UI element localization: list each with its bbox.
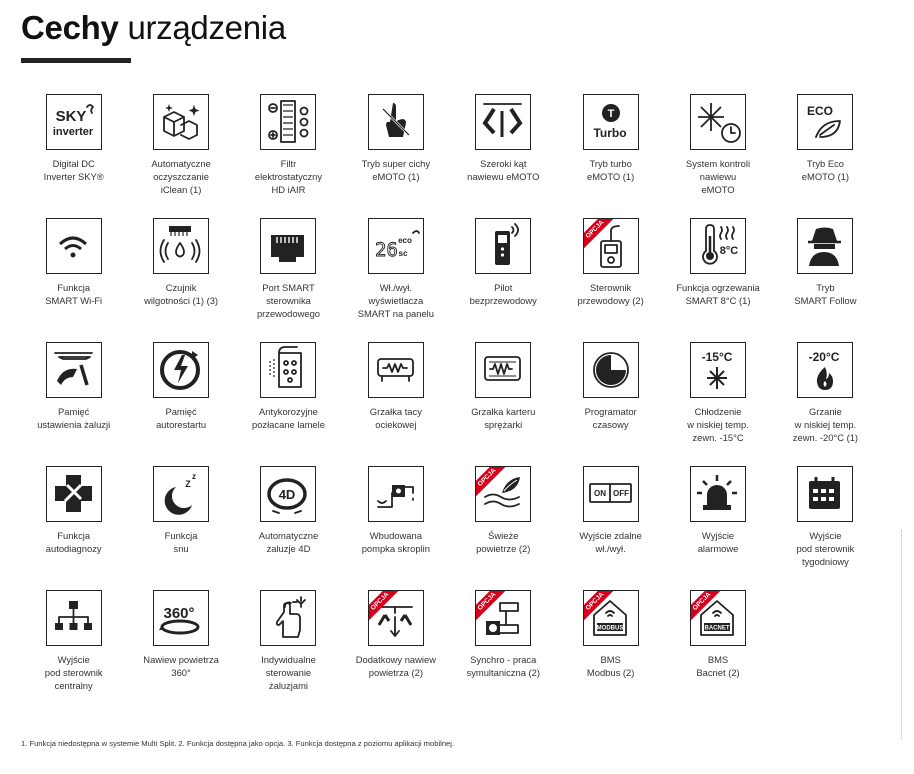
feature-synchro <box>450 590 557 714</box>
feature-louver-memory <box>20 342 127 466</box>
title-light: urządzenia <box>127 9 286 46</box>
feature-label: Filtr elektrostatyczny HD iAIR <box>254 158 323 195</box>
feature-remote-on-off <box>557 466 664 590</box>
feature-label: Pilot bezprzewodowy <box>469 282 537 306</box>
svg-text:Turbo: Turbo <box>593 126 627 140</box>
svg-text:SKY: SKY <box>55 108 87 125</box>
feature-label: Świeże powietrze (2) <box>476 530 531 554</box>
svg-text:-15°C: -15°C <box>701 350 733 364</box>
feature-condensate-pump <box>342 466 449 590</box>
heating-minus20-icon <box>797 342 853 398</box>
feature-label: BMS Bacnet (2) <box>696 654 740 678</box>
feature-heating-8c <box>664 218 771 342</box>
quiet-finger-icon <box>368 94 424 150</box>
feature-label: Antykorozyjne pozłacane lamele <box>251 406 325 430</box>
feature-electrostatic-filter <box>235 94 342 218</box>
eco-leaf-icon <box>797 94 853 150</box>
feature-label: Tryb SMART Follow <box>794 282 857 306</box>
feature-follow-spy <box>772 218 879 342</box>
option-badge: OPCJA <box>368 590 402 623</box>
feature-label: Sterownik przewodowy (2) <box>577 282 644 306</box>
remote-control-icon <box>475 218 531 274</box>
feature-alarm-light <box>664 466 771 590</box>
feature-label: Pamięć autorestartu <box>156 406 207 430</box>
airflow-360-icon <box>153 590 209 646</box>
feature-label: Czujnik wilgotności (1) (3) <box>144 282 219 306</box>
feature-label: Wbudowana pompka skroplin <box>361 530 430 554</box>
wide-angle-icon <box>475 94 531 150</box>
display-icon <box>368 218 424 274</box>
louvers-4d-icon <box>260 466 316 522</box>
feature-label: Automatyczne żaluzje 4D <box>258 530 319 554</box>
feature-autorestart <box>127 342 234 466</box>
feature-label: Funkcja snu <box>164 530 198 554</box>
feature-label: Funkcja ogrzewania SMART 8°C (1) <box>676 282 760 306</box>
feature-bms-modbus <box>557 590 664 714</box>
self-diagnosis-icon <box>46 466 102 522</box>
timer-icon <box>583 342 639 398</box>
feature-wide-angle <box>450 94 557 218</box>
feature-label: System kontroli nawiewu eMOTO <box>685 158 751 195</box>
feature-heating-minus20 <box>772 342 879 466</box>
feature-quiet-finger <box>342 94 449 218</box>
feature-wifi <box>20 218 127 342</box>
feature-label: Automatyczne oczyszczanie iClean (1) <box>151 158 211 195</box>
cooling-minus15-icon <box>690 342 746 398</box>
louver-memory-icon <box>46 342 102 398</box>
svg-text:BACNET: BACNET <box>704 625 730 632</box>
svg-text:inverter: inverter <box>52 126 93 138</box>
option-badge: OPCJA <box>475 466 509 499</box>
feature-label: Chłodzenie w niskiej temp. zewn. -15°C <box>687 406 749 443</box>
gold-fins-icon <box>260 342 316 398</box>
crankcase-heater-icon <box>475 342 531 398</box>
feature-label: Funkcja autodiagnozy <box>45 530 102 554</box>
feature-label: Tryb Eco eMOTO (1) <box>801 158 850 182</box>
feature-label: Indywidualne sterowanie żaluzjami <box>261 654 316 691</box>
remote-on-off-icon <box>583 466 639 522</box>
feature-label: Wyjście pod sterownik tygodniowy <box>796 530 855 567</box>
weekly-calendar-icon <box>797 466 853 522</box>
feature-timer <box>557 342 664 466</box>
title-underline <box>21 58 131 63</box>
feature-sky-inverter <box>20 94 127 218</box>
feature-sleep-moon <box>127 466 234 590</box>
feature-label: Funkcja SMART Wi-Fi <box>45 282 103 306</box>
feature-label: Grzałka tacy ociekowej <box>369 406 422 430</box>
feature-label: Programator czasowy <box>584 406 637 430</box>
svg-text:MODBUS: MODBUS <box>596 625 623 632</box>
svg-text:OFF: OFF <box>612 489 629 498</box>
feature-weekly-calendar <box>772 466 879 590</box>
svg-text:T: T <box>607 108 615 120</box>
feature-label: Synchro - praca symultaniczna (2) <box>466 654 540 678</box>
feature-bms-bacnet <box>664 590 771 714</box>
feature-label: Dodatkowy nawiew powietrza (2) <box>355 654 436 678</box>
feature-ethernet-port <box>235 218 342 342</box>
follow-spy-icon <box>797 218 853 274</box>
feature-label: Grzanie w niskiej temp. zewn. -20°C (1) <box>792 406 859 443</box>
svg-text:-20°C: -20°C <box>809 350 840 364</box>
heating-8c-icon <box>690 218 746 274</box>
ethernet-port-icon <box>260 218 316 274</box>
svg-text:eco: eco <box>397 236 412 245</box>
features-grid <box>20 94 879 714</box>
feature-label: Pamięć ustawienia żaluzji <box>37 406 111 430</box>
feature-louvers-4d <box>235 466 342 590</box>
feature-crankcase-heater <box>450 342 557 466</box>
wired-controller-icon <box>583 218 639 274</box>
feature-fresh-air <box>450 466 557 590</box>
feature-label: Wł./wył. wyświetlacza SMART na panelu <box>357 282 434 319</box>
feature-label: BMS Modbus (2) <box>586 654 635 678</box>
svg-text:360°: 360° <box>163 605 195 622</box>
feature-wired-controller <box>557 218 664 342</box>
feature-humidity-sensor <box>127 218 234 342</box>
svg-text:26: 26 <box>374 239 398 261</box>
electrostatic-filter-icon <box>260 94 316 150</box>
synchro-icon <box>475 590 531 646</box>
feature-turbo <box>557 94 664 218</box>
turbo-icon <box>583 94 639 150</box>
feature-label: Tryb turbo eMOTO (1) <box>587 158 635 182</box>
feature-eco-leaf <box>772 94 879 218</box>
humidity-sensor-icon <box>153 218 209 274</box>
svg-text:Z: Z <box>185 479 191 489</box>
svg-text:8°C: 8°C <box>719 245 739 257</box>
footnote: 1. Funkcja niedostępna w systemie Multi Split. 2. Funkcja dostępna jako opcja. 3. Funkcja dostępna z poziomu aplikacji mobilnej. <box>21 739 455 748</box>
svg-text:sc: sc <box>398 249 408 258</box>
feature-label: Wyjście zdalne wł./wył. <box>579 530 642 554</box>
option-badge: OPCJA <box>583 218 617 251</box>
feature-self-diagnosis <box>20 466 127 590</box>
svg-text:z: z <box>192 472 197 481</box>
feature-extra-airflow <box>342 590 449 714</box>
touch-louver-icon <box>260 590 316 646</box>
feature-label: Tryb super cichy eMOTO (1) <box>361 158 431 182</box>
extra-airflow-icon <box>368 590 424 646</box>
title-bold: Cechy <box>21 9 119 46</box>
feature-label: Wyjście alarmowe <box>697 530 739 554</box>
svg-text:ON: ON <box>593 489 606 498</box>
feature-label: Digital DC Inverter SKY® <box>43 158 104 182</box>
sleep-moon-icon <box>153 466 209 522</box>
feature-iclean-cubes <box>127 94 234 218</box>
feature-label: Grzałka karteru sprężarki <box>471 406 536 430</box>
alarm-light-icon <box>690 466 746 522</box>
feature-gold-fins <box>235 342 342 466</box>
wifi-icon <box>46 218 102 274</box>
feature-cooling-minus15 <box>664 342 771 466</box>
airflow-control-icon <box>690 94 746 150</box>
feature-remote-control <box>450 218 557 342</box>
autorestart-icon <box>153 342 209 398</box>
option-badge: OPCJA <box>583 590 617 623</box>
option-badge: OPCJA <box>475 590 509 623</box>
fresh-air-icon <box>475 466 531 522</box>
bms-bacnet-icon <box>690 590 746 646</box>
central-controller-icon <box>46 590 102 646</box>
iclean-cubes-icon <box>153 94 209 150</box>
page-title <box>21 9 286 47</box>
feature-touch-louver <box>235 590 342 714</box>
side-fine-print <box>901 530 906 740</box>
svg-text:ECO: ECO <box>807 104 834 118</box>
option-badge: OPCJA <box>690 590 724 623</box>
feature-label: Nawiew powietrza 360° <box>143 654 219 678</box>
feature-airflow-360 <box>127 590 234 714</box>
feature-label: Port SMART sterownika przewodowego <box>256 282 320 319</box>
bms-modbus-icon <box>583 590 639 646</box>
drip-tray-heater-icon <box>368 342 424 398</box>
condensate-pump-icon <box>368 466 424 522</box>
sky-inverter-icon <box>46 94 102 150</box>
feature-label: Szeroki kąt nawiewu eMOTO <box>467 158 540 182</box>
feature-airflow-control <box>664 94 771 218</box>
feature-label: Wyjście pod sterownik centralny <box>44 654 103 691</box>
feature-display <box>342 218 449 342</box>
feature-central-controller <box>20 590 127 714</box>
feature-drip-tray-heater <box>342 342 449 466</box>
svg-text:4D: 4D <box>279 487 296 502</box>
